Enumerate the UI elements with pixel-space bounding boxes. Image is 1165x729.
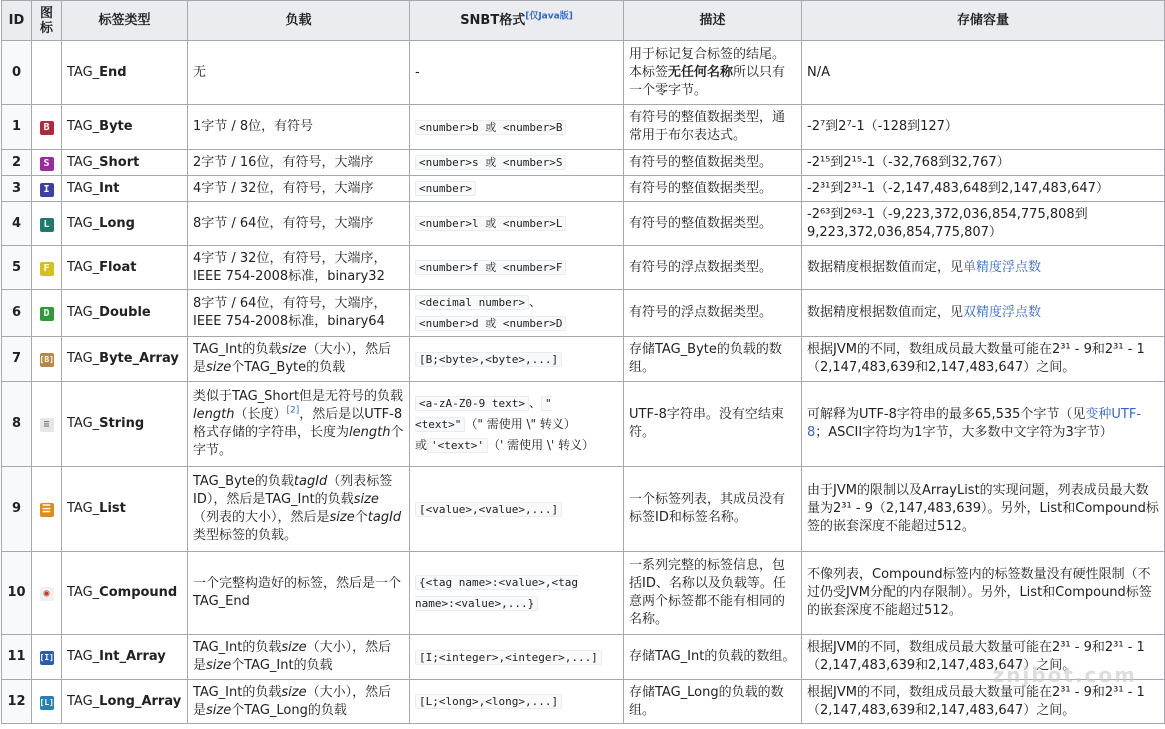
tag-id: 5 [2,246,32,290]
tag-name: TAG_Short [62,150,188,176]
compound-tag-icon: ◉ [40,587,54,601]
tag-payload: 2字节 / 16位，有符号，大端序 [188,150,410,176]
long-tag-icon: L [40,218,54,232]
col-header-icon[interactable]: 图标 [32,1,62,41]
tag-payload: 1字节 / 8位，有符号 [188,105,410,150]
tag-id: 0 [2,41,32,105]
tag-snbt: <a-zA-Z0-9 text> 、 "<text>" （" 需使用 \" 转义）或 '<text>' （' 需使用 \' 转义） [410,382,624,467]
tag-desc: 用于标记复合标签的结尾。本标签无任何名称所以只有一个零字节。 [624,41,802,105]
tag-icon-cell [32,41,62,105]
tag-snbt: [<value>,<value>,...] [410,467,624,552]
java-only-note[interactable]: [仅Java版] [525,11,573,22]
table-row [2,337,1165,382]
tag-snbt: [B;<byte>,<byte>,...] [410,337,624,382]
tag-id: 10 [2,552,32,635]
table-row [2,467,1165,552]
string-tag-icon: ≡ [40,418,54,432]
tag-name: TAG_Byte_Array [62,337,188,382]
double-tag-icon: D [40,307,54,321]
tag-id: 7 [2,337,32,382]
col-header-storage[interactable]: 存储容量 [802,1,1165,41]
tag-name: TAG_End [62,41,188,105]
tag-snbt: <number>f 或 <number>F [410,246,624,290]
tag-storage: 可解释为UTF-8字符串的最多65,535个字节（见变种UTF-8；ASCII字符均为1字节，大多数中文字符为3字节） [802,382,1165,467]
table-row [2,552,1165,635]
long-array-tag-icon: [L] [40,696,54,710]
tag-storage: -2¹⁵到2¹⁵-1（-32,768到32,767） [802,150,1165,176]
tag-payload: 8字节 / 64位，有符号，大端序，IEEE 754-2008标准，binary64 [188,290,410,337]
tag-id: 1 [2,105,32,150]
table-row [2,290,1165,337]
tag-id: 3 [2,176,32,202]
tag-payload: 无 [188,41,410,105]
tag-storage: 根据JVM的不同，数组成员最大数量可能在2³¹ - 9和2³¹ - 1（2,147,483,639和2,147,483,647）之间。 [802,337,1165,382]
tag-snbt: <number> [410,176,624,202]
tag-desc: 有符号的整值数据类型。 [624,176,802,202]
tag-snbt: [I;<integer>,<integer>,...] [410,635,624,680]
int-array-tag-icon: [I] [40,651,54,665]
table-row [2,150,1165,176]
table-row [2,246,1165,290]
snbt-header-label: SNBT格式 [460,12,526,28]
tag-payload: 4字节 / 32位，有符号，大端序，IEEE 754-2008标准，binary32 [188,246,410,290]
byte-tag-icon: B [40,121,54,135]
tag-payload: 类似于TAG_Short但是无符号的负载length（长度）[2]，然后是以UTF-8格式存储的字符串，长度为length个字节。 [188,382,410,467]
double-link[interactable]: 双精度浮点数 [963,305,1042,320]
tag-name: TAG_Int [62,176,188,202]
tag-storage: -2³¹到2³¹-1（-2,147,483,648到2,147,483,647） [802,176,1165,202]
tag-desc: 有符号的整值数据类型，通常用于布尔表达式。 [624,105,802,150]
table-row [2,680,1165,724]
table-row [2,105,1165,150]
short-tag-icon: S [40,157,54,171]
tag-snbt: - [410,41,624,105]
tag-desc: 一系列完整的标签信息，包括ID、名称以及负载等。任意两个标签都不能有相同的名称。 [624,552,802,635]
reference-link[interactable]: [2] [286,405,300,416]
int-tag-icon: I [40,183,54,197]
header-row [2,1,1165,41]
watermark: znjbot.com [992,663,1137,687]
tag-name: TAG_String [62,382,188,467]
tag-payload: 4字节 / 32位，有符号，大端序 [188,176,410,202]
tag-payload: TAG_Int的负载size（大小），然后是size个TAG_Int的负载 [188,635,410,680]
tag-snbt: <number>s 或 <number>S [410,150,624,176]
table-row [2,176,1165,202]
tag-desc: 一个标签列表，其成员没有标签ID和标签名称。 [624,467,802,552]
tag-snbt: <number>l 或 <number>L [410,202,624,246]
table-row [2,41,1165,105]
tag-desc: 存储TAG_Int的负载的数组。 [624,635,802,680]
tag-id: 8 [2,382,32,467]
table-row [2,382,1165,467]
list-tag-icon: ☰ [40,503,54,517]
tag-snbt: <decimal number> 、 <number>d 或 <number>D [410,290,624,337]
tag-name: TAG_Long [62,202,188,246]
nbt-tag-table [1,0,1165,724]
tag-snbt: {<tag name>:<value>,<tag name>:<value>,...} [410,552,624,635]
tag-storage: 数据精度根据数值而定，见单精度浮点数 [802,246,1165,290]
table-row [2,202,1165,246]
tag-payload: 一个完整构造好的标签，然后是一个TAG_End [188,552,410,635]
tag-payload: TAG_Int的负载size（大小），然后是size个TAG_Byte的负载 [188,337,410,382]
tag-payload: TAG_Byte的负载tagId（列表标签ID），然后是TAG_Int的负载size（列表的大小），然后是size个tagId类型标签的负载。 [188,467,410,552]
tag-desc: UTF-8字符串。没有空结束符。 [624,382,802,467]
tag-name: TAG_Long_Array [62,680,188,724]
tag-name: TAG_Double [62,290,188,337]
tag-payload: TAG_Int的负载size（大小），然后是size个TAG_Long的负载 [188,680,410,724]
tag-id: 4 [2,202,32,246]
tag-desc: 有符号的整值数据类型。 [624,202,802,246]
tag-storage: -2⁷到2⁷-1（-128到127） [802,105,1165,150]
tag-snbt: <number>b 或 <number>B [410,105,624,150]
col-header-id[interactable]: ID [2,1,32,41]
tag-name: TAG_Float [62,246,188,290]
tag-id: 9 [2,467,32,552]
tag-id: 11 [2,635,32,680]
byte-array-tag-icon: [B] [40,353,54,367]
tag-name: TAG_Byte [62,105,188,150]
tag-payload: 8字节 / 64位，有符号，大端序 [188,202,410,246]
tag-desc: 有符号的浮点数据类型。 [624,290,802,337]
tag-id: 6 [2,290,32,337]
tag-storage: 不像列表，Compound标签内的标签数量没有硬性限制（不过仍受JVM分配的内存限制）。另外，List和Compound标签的嵌套深度不能超过512。 [802,552,1165,635]
table-row [2,635,1165,680]
tag-id: 2 [2,150,32,176]
tag-name: TAG_Compound [62,552,188,635]
tag-name: TAG_List [62,467,188,552]
tag-name: TAG_Int_Array [62,635,188,680]
tag-desc: 有符号的整值数据类型。 [624,150,802,176]
col-header-payload[interactable]: 负载 [188,1,410,41]
col-header-desc[interactable]: 描述 [624,1,802,41]
tag-snbt: [L;<long>,<long>,...] [410,680,624,724]
tag-storage: 根据JVM的不同，数组成员最大数量可能在2³¹ - 9和2³¹ - 1（2,147,483,639和2,147,483,647）之间。 [802,635,1165,680]
tag-desc: 存储TAG_Byte的负载的数组。 [624,337,802,382]
tag-storage: -2⁶³到2⁶³-1（-9,223,372,036,854,775,808到9,223,372,036,854,775,807） [802,202,1165,246]
tag-storage: 由于JVM的限制以及ArrayList的实现问题，列表成员最大数量为2³¹ - 9（2,147,483,639）。另外，List和Compound标签的嵌套深度不能超过512。 [802,467,1165,552]
float-link[interactable]: 单精度浮点数 [963,259,1042,275]
tag-storage: 根据JVM的不同，数组成员最大数量可能在2³¹ - 9和2³¹ - 1（2,147,483,639和2,147,483,647）之间。 [802,680,1165,724]
tag-desc: 有符号的浮点数据类型。 [624,246,802,290]
col-header-snbt[interactable] [410,1,624,41]
mutf8-link[interactable]: 变种UTF-8 [807,407,1142,440]
tag-desc: 存储TAG_Long的负载的数组。 [624,680,802,724]
tag-storage: N/A [802,41,1165,105]
tag-storage: 数据精度根据数值而定，见双精度浮点数 [802,290,1165,337]
float-tag-icon: F [40,262,54,276]
col-header-type[interactable]: 标签类型 [62,1,188,41]
tag-id: 12 [2,680,32,724]
